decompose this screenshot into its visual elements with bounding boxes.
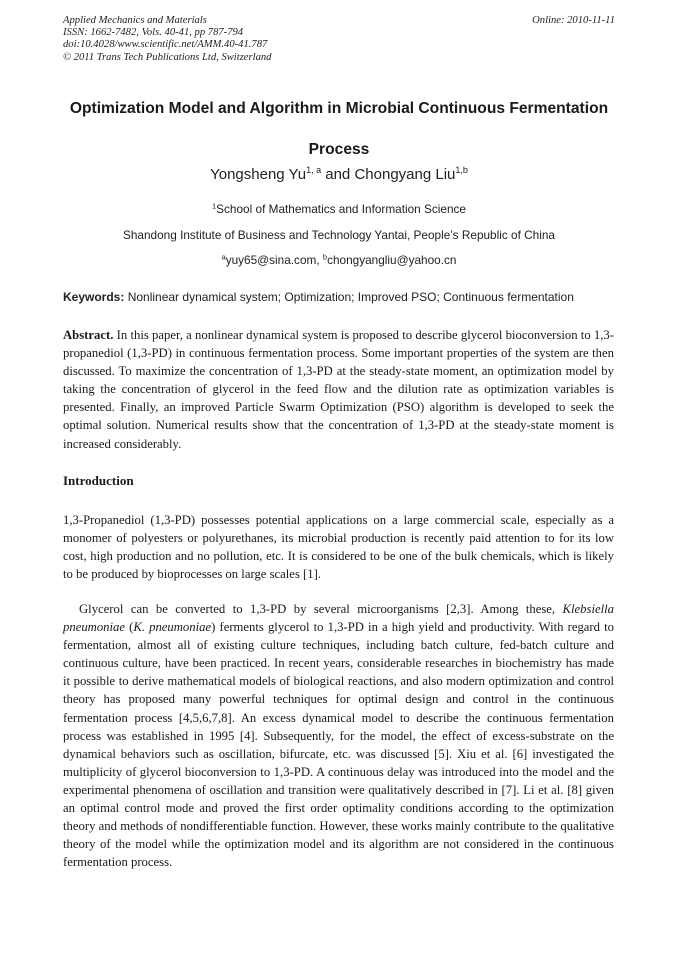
author-list — [0, 166, 678, 183]
email-address: chongyangliu@yahoo.cn — [327, 253, 457, 267]
doi-line: doi:10.4028/www.scientific.net/AMM.40-41.787 — [63, 39, 268, 51]
email-mark: a — [221, 252, 226, 262]
email-mark: b — [322, 252, 328, 262]
author-affiliation-mark: 1,b — [455, 165, 468, 175]
abstract-text: In this paper, a nonlinear dynamical system is proposed to describe glycerol bioconversion to 1,3-propanediol (1,3-PD) in continuous fermentation process. Some important properties of the system are then discussed. To maximize the concentration of 1,3-PD at the steady-state moment, an optimization model by taking the concentration of glycerol in the feed flow and the dilution rate as optimization variables is presented. Finally, an improved Particle Swarm Optimization (PSO) algorithm is developed to seek the optimal solution. Numerical results show that the concentration of 1,3-PD at the steady-state moment is increased considerably. — [63, 328, 614, 451]
affiliation-mark: 1 — [211, 201, 217, 211]
section-heading: Introduction — [63, 473, 134, 488]
online-date: Online: 2010-11-11 — [532, 15, 615, 26]
author-affiliation-mark: 1, a — [306, 165, 322, 175]
author-conjunction: and — [321, 166, 355, 183]
paragraph-text: ) ferments glycerol to 1,3-PD in a high yield and productivity. With regard to fermentation, almost all of existing culture techniques, including batch culture, fed-batch culture and continuous culture, have been practiced. In recent years, considerable researches in biochemistry has made it possible to derive mathematical models of biological reactions, and also modern optimization and control theory has proposed many powerful techniques for optimal design and control in the continuous fermentation process [4,5,6,7,8]. An excess dynamical model to describe the continuous fermentation process was established in 1995 [4]. Subsequently, for the model, the effect of excess-substrate on the dynamical behaviors such as oscillation, bifurcate, etc. was discussed [5]. Xiu et al. [6] investigated the multiplicity of glycerol bioconversion to 1,3-PD. A continuous delay was introduced into the model and the experimental phenomena of oscillation and transition were qualitatively described in [7]. Li et al. [8] given an optimal control mode and proved the first order optimality conditions according to the optimization theory and methods of nondifferentiable function. However, these works mainly contribute to the qualitative theory of the model while the optimization model and its algorithm are not considered in the continuous fermentation process. — [63, 620, 614, 870]
journal-name: Applied Mechanics and Materials — [63, 15, 207, 26]
keywords-line — [63, 290, 623, 304]
email-address: yuy65@sina.com, — [225, 253, 323, 267]
copyright-line: © 2011 Trans Tech Publications Ltd, Switzerland — [63, 51, 272, 63]
issn-line: ISSN: 1662-7482, Vols. 40-41, pp 787-794 — [63, 27, 244, 39]
species-name: Klebsiella pneumoniae — [63, 602, 614, 635]
affiliation-line — [0, 202, 678, 216]
paragraph-text: Glycerol can be converted to 1,3-PD by several microorganisms [2,3]. Among these, — [79, 602, 563, 616]
journal-header — [63, 15, 615, 64]
abstract-label: Abstract. — [63, 328, 114, 342]
keywords-label: Keywords: — [63, 290, 125, 304]
paragraph-text: ( — [125, 620, 134, 635]
author-name: Chongyang Liu — [354, 166, 456, 183]
species-abbrev: K. pneumoniae — [133, 620, 212, 635]
abstract-paragraph — [63, 326, 614, 453]
title-line-2: Process — [308, 141, 370, 158]
affiliation-text: School of Mathematics and Information Science — [216, 202, 466, 216]
keywords-text: Nonlinear dynamical system; Optimization; Improved PSO; Continuous fermentation — [124, 290, 574, 304]
email-line — [0, 253, 678, 267]
paper-title — [50, 88, 628, 170]
author-name: Yongsheng Yu — [210, 166, 307, 183]
body-paragraph: 1,3-Propanediol (1,3-PD) possesses potential applications on a large commercial scale, especially as a monomer of polyesters or polyurethanes, its microbial production is recently paid attention to for its low cost, high production and no pollution, etc. It is considered to be one of the bulk chemicals, which is likely to be produced by bioprocesses on large scales [1]. — [63, 513, 614, 582]
affiliation-line — [0, 228, 678, 242]
title-line-1: Optimization Model and Algorithm in Microbial Continuous Fermentation — [69, 100, 609, 117]
body-paragraph — [63, 600, 614, 871]
affiliation-text: Shandong Institute of Business and Technology Yantai, People’s Republic of China — [123, 228, 555, 242]
